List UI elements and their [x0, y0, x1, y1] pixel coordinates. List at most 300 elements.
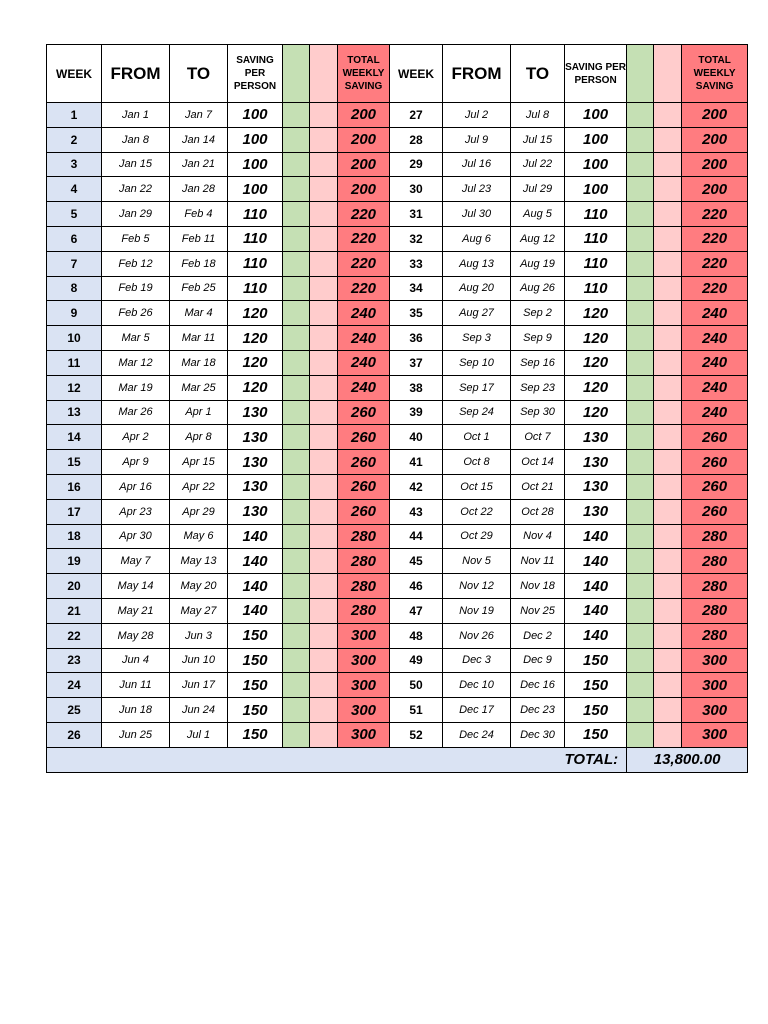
week-number: 22 — [47, 623, 102, 648]
total-weekly-saving: 220 — [682, 226, 748, 251]
saving-per-person: 150 — [228, 673, 283, 698]
week-number: 9 — [47, 301, 102, 326]
saving-per-person: 140 — [565, 598, 627, 623]
week-number: 11 — [47, 350, 102, 375]
tick-box-pink[interactable] — [310, 549, 338, 574]
to-date: Mar 11 — [170, 326, 228, 351]
table-row — [47, 350, 748, 375]
tick-box-green[interactable] — [283, 648, 310, 673]
tick-box-green[interactable] — [627, 499, 654, 524]
total-weekly-saving: 300 — [682, 648, 748, 673]
saving-per-person: 110 — [228, 226, 283, 251]
total-weekly-saving: 200 — [338, 152, 390, 177]
header-saving-per-person: SAVING PER PERSON — [565, 45, 627, 103]
table-row — [47, 202, 748, 227]
week-number: 49 — [390, 648, 443, 673]
table-row — [47, 598, 748, 623]
from-date: Sep 17 — [443, 375, 511, 400]
table-row — [47, 549, 748, 574]
tick-box-pink[interactable] — [654, 549, 682, 574]
from-date: Jul 9 — [443, 127, 511, 152]
tick-box-green[interactable] — [627, 152, 654, 177]
week-number: 27 — [390, 103, 443, 128]
week-number: 3 — [47, 152, 102, 177]
tick-box-pink[interactable] — [654, 722, 682, 747]
tick-box-green[interactable] — [627, 375, 654, 400]
tick-box-green[interactable] — [627, 127, 654, 152]
tick-box-green[interactable] — [283, 152, 310, 177]
total-weekly-saving: 260 — [338, 474, 390, 499]
to-date: Dec 9 — [511, 648, 565, 673]
tick-box-green[interactable] — [627, 202, 654, 227]
week-number: 8 — [47, 276, 102, 301]
tick-box-green[interactable] — [283, 524, 310, 549]
tick-box-pink[interactable] — [654, 152, 682, 177]
tick-box-green[interactable] — [627, 524, 654, 549]
table-row — [47, 499, 748, 524]
to-date: Dec 2 — [511, 623, 565, 648]
total-weekly-saving: 260 — [682, 450, 748, 475]
to-date: Nov 4 — [511, 524, 565, 549]
tick-box-pink[interactable] — [310, 226, 338, 251]
total-weekly-saving: 220 — [682, 202, 748, 227]
week-number: 21 — [47, 598, 102, 623]
tick-box-pink[interactable] — [654, 350, 682, 375]
table-row — [47, 226, 748, 251]
tick-box-green[interactable] — [627, 648, 654, 673]
tick-box-green[interactable] — [627, 673, 654, 698]
to-date: Aug 19 — [511, 251, 565, 276]
tick-box-pink[interactable] — [654, 375, 682, 400]
week-number: 30 — [390, 177, 443, 202]
tick-box-pink[interactable] — [654, 698, 682, 723]
tick-box-pink[interactable] — [310, 375, 338, 400]
saving-per-person: 150 — [565, 673, 627, 698]
total-weekly-saving: 240 — [682, 350, 748, 375]
to-date: Apr 1 — [170, 400, 228, 425]
from-date: May 28 — [102, 623, 170, 648]
saving-per-person: 140 — [565, 524, 627, 549]
tick-box-pink[interactable] — [310, 698, 338, 723]
tick-box-pink[interactable] — [310, 152, 338, 177]
tick-box-green[interactable] — [283, 127, 310, 152]
tick-box-green[interactable] — [627, 103, 654, 128]
from-date: Nov 12 — [443, 574, 511, 599]
to-date: Apr 22 — [170, 474, 228, 499]
tick-box-pink[interactable] — [310, 450, 338, 475]
tick-box-pink[interactable] — [654, 127, 682, 152]
tick-box-green[interactable] — [627, 326, 654, 351]
to-date: Jan 28 — [170, 177, 228, 202]
saving-per-person: 120 — [228, 326, 283, 351]
tick-box-pink[interactable] — [654, 499, 682, 524]
tick-box-green[interactable] — [283, 103, 310, 128]
saving-per-person: 120 — [565, 400, 627, 425]
from-date: Aug 27 — [443, 301, 511, 326]
total-weekly-saving: 300 — [338, 698, 390, 723]
tick-box-pink[interactable] — [310, 648, 338, 673]
header-from: FROM — [102, 45, 170, 103]
saving-per-person: 120 — [228, 350, 283, 375]
tick-box-green[interactable] — [627, 450, 654, 475]
total-weekly-saving: 300 — [338, 623, 390, 648]
header-tick-green — [627, 45, 654, 103]
to-date: Aug 26 — [511, 276, 565, 301]
tick-box-pink[interactable] — [310, 474, 338, 499]
from-date: Mar 12 — [102, 350, 170, 375]
tick-box-green[interactable] — [283, 549, 310, 574]
week-number: 10 — [47, 326, 102, 351]
tick-box-pink[interactable] — [310, 425, 338, 450]
saving-per-person: 150 — [228, 648, 283, 673]
tick-box-pink[interactable] — [310, 276, 338, 301]
to-date: May 20 — [170, 574, 228, 599]
tick-box-green[interactable] — [627, 598, 654, 623]
to-date: Oct 7 — [511, 425, 565, 450]
header-total-weekly-saving: TOTAL WEEKLY SAVING — [338, 45, 390, 103]
week-number: 33 — [390, 251, 443, 276]
tick-box-green[interactable] — [283, 276, 310, 301]
from-date: Aug 6 — [443, 226, 511, 251]
week-number: 32 — [390, 226, 443, 251]
saving-per-person: 100 — [228, 103, 283, 128]
to-date: Jun 17 — [170, 673, 228, 698]
tick-box-pink[interactable] — [310, 673, 338, 698]
tick-box-pink[interactable] — [654, 177, 682, 202]
to-date: Feb 18 — [170, 251, 228, 276]
to-date: Jul 29 — [511, 177, 565, 202]
from-date: May 7 — [102, 549, 170, 574]
tick-box-pink[interactable] — [654, 326, 682, 351]
saving-per-person: 110 — [565, 276, 627, 301]
tick-box-pink[interactable] — [310, 524, 338, 549]
tick-box-green[interactable] — [627, 226, 654, 251]
tick-box-green[interactable] — [283, 326, 310, 351]
tick-box-pink[interactable] — [654, 425, 682, 450]
total-weekly-saving: 200 — [338, 103, 390, 128]
table-row — [47, 673, 748, 698]
total-weekly-saving: 280 — [338, 574, 390, 599]
tick-box-pink[interactable] — [310, 598, 338, 623]
tick-box-green[interactable] — [283, 673, 310, 698]
tick-box-pink[interactable] — [654, 400, 682, 425]
header-total-weekly-saving: TOTAL WEEKLY SAVING — [682, 45, 748, 103]
week-number: 5 — [47, 202, 102, 227]
tick-box-green[interactable] — [283, 301, 310, 326]
from-date: Jan 22 — [102, 177, 170, 202]
tick-box-green[interactable] — [283, 698, 310, 723]
from-date: Apr 23 — [102, 499, 170, 524]
tick-box-green[interactable] — [627, 474, 654, 499]
header-row — [47, 45, 748, 103]
to-date: Jan 14 — [170, 127, 228, 152]
from-date: Oct 15 — [443, 474, 511, 499]
table-row — [47, 127, 748, 152]
table-row — [47, 425, 748, 450]
tick-box-green[interactable] — [283, 226, 310, 251]
to-date: Nov 11 — [511, 549, 565, 574]
from-date: Feb 12 — [102, 251, 170, 276]
saving-per-person: 120 — [565, 350, 627, 375]
saving-per-person: 130 — [228, 474, 283, 499]
header-tick-pink — [310, 45, 338, 103]
week-number: 41 — [390, 450, 443, 475]
total-weekly-saving: 280 — [682, 574, 748, 599]
total-weekly-saving: 300 — [682, 673, 748, 698]
from-date: Oct 29 — [443, 524, 511, 549]
from-date: Feb 26 — [102, 301, 170, 326]
from-date: Jul 23 — [443, 177, 511, 202]
total-weekly-saving: 280 — [682, 623, 748, 648]
tick-box-pink[interactable] — [310, 251, 338, 276]
from-date: May 14 — [102, 574, 170, 599]
to-date: Sep 9 — [511, 326, 565, 351]
total-weekly-saving: 300 — [682, 698, 748, 723]
saving-per-person: 130 — [565, 499, 627, 524]
table-row — [47, 722, 748, 747]
tick-box-green[interactable] — [283, 722, 310, 747]
to-date: Dec 30 — [511, 722, 565, 747]
tick-box-pink[interactable] — [654, 226, 682, 251]
saving-per-person: 130 — [228, 400, 283, 425]
table-row — [47, 276, 748, 301]
to-date: Oct 14 — [511, 450, 565, 475]
from-date: Apr 30 — [102, 524, 170, 549]
tick-box-pink[interactable] — [654, 450, 682, 475]
tick-box-green[interactable] — [627, 301, 654, 326]
week-number: 1 — [47, 103, 102, 128]
tick-box-pink[interactable] — [654, 623, 682, 648]
from-date: Nov 26 — [443, 623, 511, 648]
tick-box-green[interactable] — [627, 276, 654, 301]
tick-box-green[interactable] — [627, 251, 654, 276]
tick-box-pink[interactable] — [310, 350, 338, 375]
tick-box-green[interactable] — [283, 574, 310, 599]
tick-box-pink[interactable] — [654, 598, 682, 623]
saving-per-person: 100 — [565, 103, 627, 128]
saving-per-person: 110 — [565, 226, 627, 251]
from-date: Jun 11 — [102, 673, 170, 698]
to-date: Mar 4 — [170, 301, 228, 326]
tick-box-green[interactable] — [283, 474, 310, 499]
tick-box-green[interactable] — [283, 499, 310, 524]
to-date: Dec 23 — [511, 698, 565, 723]
total-weekly-saving: 280 — [682, 549, 748, 574]
to-date: Dec 16 — [511, 673, 565, 698]
to-date: Oct 21 — [511, 474, 565, 499]
saving-per-person: 140 — [565, 574, 627, 599]
total-weekly-saving: 280 — [338, 524, 390, 549]
saving-per-person: 130 — [228, 450, 283, 475]
saving-per-person: 120 — [228, 301, 283, 326]
from-date: Dec 3 — [443, 648, 511, 673]
tick-box-green[interactable] — [283, 598, 310, 623]
saving-per-person: 120 — [228, 375, 283, 400]
tick-box-pink[interactable] — [310, 127, 338, 152]
tick-box-green[interactable] — [283, 375, 310, 400]
total-weekly-saving: 240 — [682, 400, 748, 425]
week-number: 6 — [47, 226, 102, 251]
tick-box-green[interactable] — [283, 202, 310, 227]
total-weekly-saving: 240 — [682, 375, 748, 400]
week-number: 48 — [390, 623, 443, 648]
from-date: Sep 10 — [443, 350, 511, 375]
tick-box-pink[interactable] — [654, 474, 682, 499]
table-row — [47, 524, 748, 549]
saving-per-person: 100 — [565, 127, 627, 152]
tick-box-green[interactable] — [627, 698, 654, 723]
table-row — [47, 152, 748, 177]
week-number: 2 — [47, 127, 102, 152]
total-weekly-saving: 300 — [338, 722, 390, 747]
saving-per-person: 140 — [228, 549, 283, 574]
tick-box-pink[interactable] — [310, 202, 338, 227]
week-number: 28 — [390, 127, 443, 152]
saving-per-person: 100 — [228, 127, 283, 152]
tick-box-green[interactable] — [283, 251, 310, 276]
tick-box-green[interactable] — [627, 177, 654, 202]
tick-box-pink[interactable] — [310, 326, 338, 351]
tick-box-green[interactable] — [627, 549, 654, 574]
header-week: WEEK — [390, 45, 443, 103]
saving-per-person: 130 — [565, 474, 627, 499]
week-number: 34 — [390, 276, 443, 301]
total-weekly-saving: 220 — [338, 251, 390, 276]
tick-box-pink[interactable] — [310, 722, 338, 747]
total-weekly-saving: 280 — [682, 598, 748, 623]
saving-per-person: 120 — [565, 375, 627, 400]
saving-per-person: 150 — [565, 722, 627, 747]
to-date: Sep 30 — [511, 400, 565, 425]
total-weekly-saving: 260 — [682, 499, 748, 524]
week-number: 43 — [390, 499, 443, 524]
tick-box-pink[interactable] — [310, 301, 338, 326]
week-number: 13 — [47, 400, 102, 425]
saving-per-person: 140 — [565, 549, 627, 574]
saving-per-person: 110 — [228, 276, 283, 301]
tick-box-pink[interactable] — [654, 673, 682, 698]
week-number: 12 — [47, 375, 102, 400]
total-weekly-saving: 240 — [338, 350, 390, 375]
total-weekly-saving: 280 — [338, 598, 390, 623]
tick-box-pink[interactable] — [310, 400, 338, 425]
tick-box-green[interactable] — [283, 623, 310, 648]
tick-box-pink[interactable] — [654, 524, 682, 549]
total-weekly-saving: 240 — [338, 375, 390, 400]
saving-per-person: 100 — [228, 152, 283, 177]
to-date: Nov 18 — [511, 574, 565, 599]
table-row — [47, 177, 748, 202]
tick-box-pink[interactable] — [310, 574, 338, 599]
to-date: Jan 7 — [170, 103, 228, 128]
table-row — [47, 648, 748, 673]
to-date: Jul 22 — [511, 152, 565, 177]
saving-per-person: 140 — [228, 574, 283, 599]
tick-box-pink[interactable] — [654, 276, 682, 301]
saving-per-person: 150 — [565, 698, 627, 723]
tick-box-pink[interactable] — [654, 301, 682, 326]
header-week: WEEK — [47, 45, 102, 103]
tick-box-green[interactable] — [627, 722, 654, 747]
saving-per-person: 100 — [565, 177, 627, 202]
to-date: Oct 28 — [511, 499, 565, 524]
table-row — [47, 375, 748, 400]
week-number: 39 — [390, 400, 443, 425]
total-weekly-saving: 300 — [338, 673, 390, 698]
tick-box-green[interactable] — [627, 425, 654, 450]
from-date: Mar 26 — [102, 400, 170, 425]
from-date: May 21 — [102, 598, 170, 623]
tick-box-green[interactable] — [627, 574, 654, 599]
total-weekly-saving: 260 — [338, 400, 390, 425]
to-date: May 6 — [170, 524, 228, 549]
saving-per-person: 110 — [228, 202, 283, 227]
from-date: Aug 13 — [443, 251, 511, 276]
total-weekly-saving: 200 — [338, 127, 390, 152]
tick-box-pink[interactable] — [310, 499, 338, 524]
week-number: 20 — [47, 574, 102, 599]
week-number: 51 — [390, 698, 443, 723]
week-number: 4 — [47, 177, 102, 202]
tick-box-pink[interactable] — [654, 648, 682, 673]
from-date: Apr 9 — [102, 450, 170, 475]
table-row — [47, 326, 748, 351]
total-weekly-saving: 220 — [682, 251, 748, 276]
tick-box-pink[interactable] — [310, 103, 338, 128]
saving-per-person: 130 — [228, 499, 283, 524]
table-row — [47, 574, 748, 599]
total-weekly-saving: 260 — [338, 425, 390, 450]
tick-box-green[interactable] — [283, 450, 310, 475]
tick-box-green[interactable] — [283, 350, 310, 375]
to-date: Jun 10 — [170, 648, 228, 673]
total-weekly-saving: 200 — [682, 152, 748, 177]
header-to: TO — [511, 45, 565, 103]
tick-box-green[interactable] — [283, 400, 310, 425]
to-date: Feb 11 — [170, 226, 228, 251]
total-weekly-saving: 200 — [338, 177, 390, 202]
tick-box-green[interactable] — [627, 400, 654, 425]
tick-box-pink[interactable] — [310, 623, 338, 648]
table-row — [47, 698, 748, 723]
header-tick-green — [283, 45, 310, 103]
to-date: Jan 21 — [170, 152, 228, 177]
header-saving-per-person: SAVING PER PERSON — [228, 45, 283, 103]
from-date: Mar 19 — [102, 375, 170, 400]
week-number: 40 — [390, 425, 443, 450]
week-number: 17 — [47, 499, 102, 524]
tick-box-pink[interactable] — [654, 574, 682, 599]
total-weekly-saving: 300 — [338, 648, 390, 673]
tick-box-green[interactable] — [283, 177, 310, 202]
table-row — [47, 623, 748, 648]
to-date: Sep 23 — [511, 375, 565, 400]
tick-box-pink[interactable] — [654, 103, 682, 128]
week-number: 52 — [390, 722, 443, 747]
tick-box-pink[interactable] — [654, 202, 682, 227]
to-date: May 13 — [170, 549, 228, 574]
to-date: Jul 1 — [170, 722, 228, 747]
saving-per-person: 130 — [565, 425, 627, 450]
tick-box-pink[interactable] — [310, 177, 338, 202]
from-date: Feb 19 — [102, 276, 170, 301]
table-row — [47, 474, 748, 499]
tick-box-green[interactable] — [283, 425, 310, 450]
tick-box-green[interactable] — [627, 350, 654, 375]
tick-box-pink[interactable] — [654, 251, 682, 276]
saving-per-person: 150 — [228, 722, 283, 747]
tick-box-green[interactable] — [627, 623, 654, 648]
